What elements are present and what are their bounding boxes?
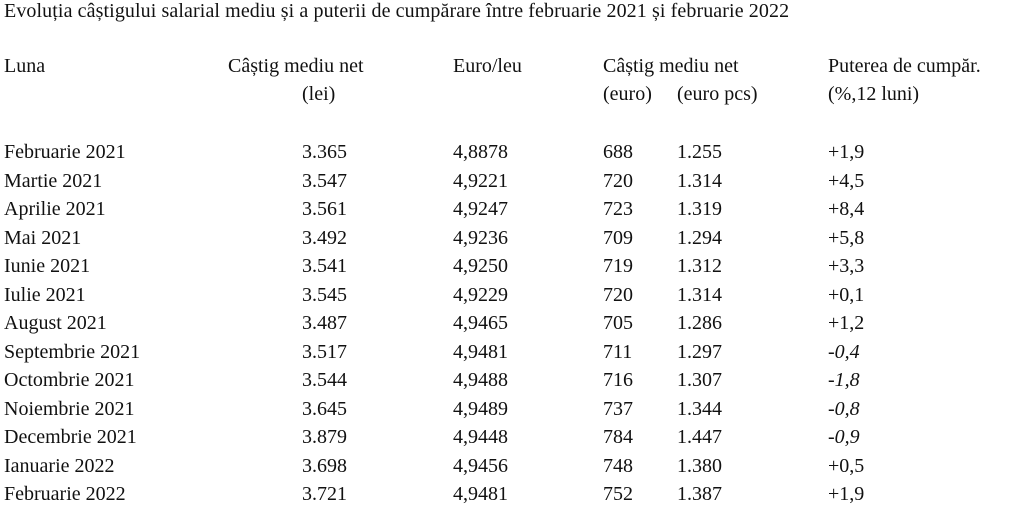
cell-castig-euro-pcs: 1.307 [677, 369, 722, 391]
cell-castig-euro: 709 [603, 227, 633, 249]
cell-luna: Septembrie 2021 [4, 341, 141, 363]
cell-castig-lei: 3.487 [302, 312, 347, 334]
cell-euro-leu: 4,9481 [453, 341, 508, 363]
cell-putere-cumparare: -0,8 [828, 398, 860, 420]
cell-luna: Februarie 2021 [4, 141, 126, 163]
header-castig-euro-pcs-unit: (euro pcs) [677, 83, 758, 105]
cell-luna: Aprilie 2021 [4, 198, 106, 220]
header-putere-cumparare-unit: (%,12 luni) [828, 83, 920, 105]
cell-euro-leu: 4,9236 [453, 227, 508, 249]
cell-euro-leu: 4,9247 [453, 198, 508, 220]
cell-luna: Decembrie 2021 [4, 426, 137, 448]
cell-castig-euro-pcs: 1.312 [677, 255, 722, 277]
cell-putere-cumparare: +1,9 [828, 141, 865, 163]
cell-luna: Iulie 2021 [4, 284, 86, 306]
cell-castig-euro-pcs: 1.314 [677, 170, 722, 192]
cell-castig-euro-pcs: 1.255 [677, 141, 722, 163]
cell-castig-lei: 3.545 [302, 284, 347, 306]
cell-luna: Noiembrie 2021 [4, 398, 135, 420]
cell-castig-lei: 3.698 [302, 455, 347, 477]
cell-euro-leu: 4,9488 [453, 369, 508, 391]
cell-castig-euro-pcs: 1.447 [677, 426, 722, 448]
cell-castig-euro: 737 [603, 398, 633, 420]
cell-castig-euro-pcs: 1.286 [677, 312, 722, 334]
cell-castig-lei: 3.541 [302, 255, 347, 277]
cell-castig-euro: 719 [603, 255, 633, 277]
cell-luna: Ianuarie 2022 [4, 455, 115, 477]
cell-putere-cumparare: -0,9 [828, 426, 860, 448]
cell-castig-lei: 3.544 [302, 369, 347, 391]
cell-putere-cumparare: +5,8 [828, 227, 865, 249]
cell-castig-euro: 720 [603, 284, 633, 306]
cell-luna: August 2021 [4, 312, 107, 334]
cell-castig-euro: 720 [603, 170, 633, 192]
cell-putere-cumparare: +8,4 [828, 198, 865, 220]
cell-putere-cumparare: +4,5 [828, 170, 865, 192]
cell-castig-lei: 3.645 [302, 398, 347, 420]
cell-euro-leu: 4,9250 [453, 255, 508, 277]
cell-putere-cumparare: -0,4 [828, 341, 860, 363]
cell-castig-euro-pcs: 1.344 [677, 398, 722, 420]
header-luna: Luna [4, 55, 46, 77]
cell-euro-leu: 4,9221 [453, 170, 508, 192]
cell-castig-euro: 716 [603, 369, 633, 391]
cell-luna: Octombrie 2021 [4, 369, 135, 391]
cell-castig-euro: 784 [603, 426, 633, 448]
cell-luna: Mai 2021 [4, 227, 82, 249]
cell-putere-cumparare: +1,9 [828, 483, 865, 505]
header-castig-euro: Câștig mediu net [603, 55, 739, 77]
cell-euro-leu: 4,9465 [453, 312, 508, 334]
cell-euro-leu: 4,9229 [453, 284, 508, 306]
cell-euro-leu: 4,9448 [453, 426, 508, 448]
cell-castig-euro: 748 [603, 455, 633, 477]
cell-castig-euro: 705 [603, 312, 633, 334]
cell-castig-euro-pcs: 1.380 [677, 455, 722, 477]
cell-castig-euro: 752 [603, 483, 633, 505]
document-title: Evoluția câștigului salarial mediu și a puterii de cumpărare între februarie 2021 și februarie 2022 [4, 0, 790, 22]
cell-luna: Iunie 2021 [4, 255, 91, 277]
cell-luna: Februarie 2022 [4, 483, 126, 505]
cell-castig-euro-pcs: 1.294 [677, 227, 722, 249]
cell-castig-euro-pcs: 1.297 [677, 341, 722, 363]
cell-putere-cumparare: +3,3 [828, 255, 865, 277]
cell-euro-leu: 4,8878 [453, 141, 508, 163]
cell-castig-lei: 3.365 [302, 141, 347, 163]
cell-castig-euro: 688 [603, 141, 633, 163]
cell-luna: Martie 2021 [4, 170, 103, 192]
cell-castig-lei: 3.721 [302, 483, 347, 505]
cell-castig-euro-pcs: 1.319 [677, 198, 722, 220]
cell-castig-euro-pcs: 1.314 [677, 284, 722, 306]
cell-putere-cumparare: +0,5 [828, 455, 865, 477]
cell-castig-lei: 3.547 [302, 170, 347, 192]
cell-castig-lei: 3.879 [302, 426, 347, 448]
cell-putere-cumparare: -1,8 [828, 369, 860, 391]
cell-euro-leu: 4,9456 [453, 455, 508, 477]
cell-castig-lei: 3.517 [302, 341, 347, 363]
header-euro-leu: Euro/leu [453, 55, 522, 77]
cell-euro-leu: 4,9481 [453, 483, 508, 505]
cell-euro-leu: 4,9489 [453, 398, 508, 420]
header-putere-cumparare: Puterea de cumpăr. [828, 55, 981, 77]
header-castig-lei: Câștig mediu net [228, 55, 364, 77]
header-castig-euro-unit: (euro) [603, 83, 652, 105]
cell-castig-euro: 711 [603, 341, 633, 363]
cell-castig-lei: 3.492 [302, 227, 347, 249]
cell-castig-lei: 3.561 [302, 198, 347, 220]
cell-castig-euro-pcs: 1.387 [677, 483, 722, 505]
cell-putere-cumparare: +0,1 [828, 284, 865, 306]
header-castig-lei-unit: (lei) [302, 83, 336, 105]
cell-castig-euro: 723 [603, 198, 633, 220]
cell-putere-cumparare: +1,2 [828, 312, 865, 334]
